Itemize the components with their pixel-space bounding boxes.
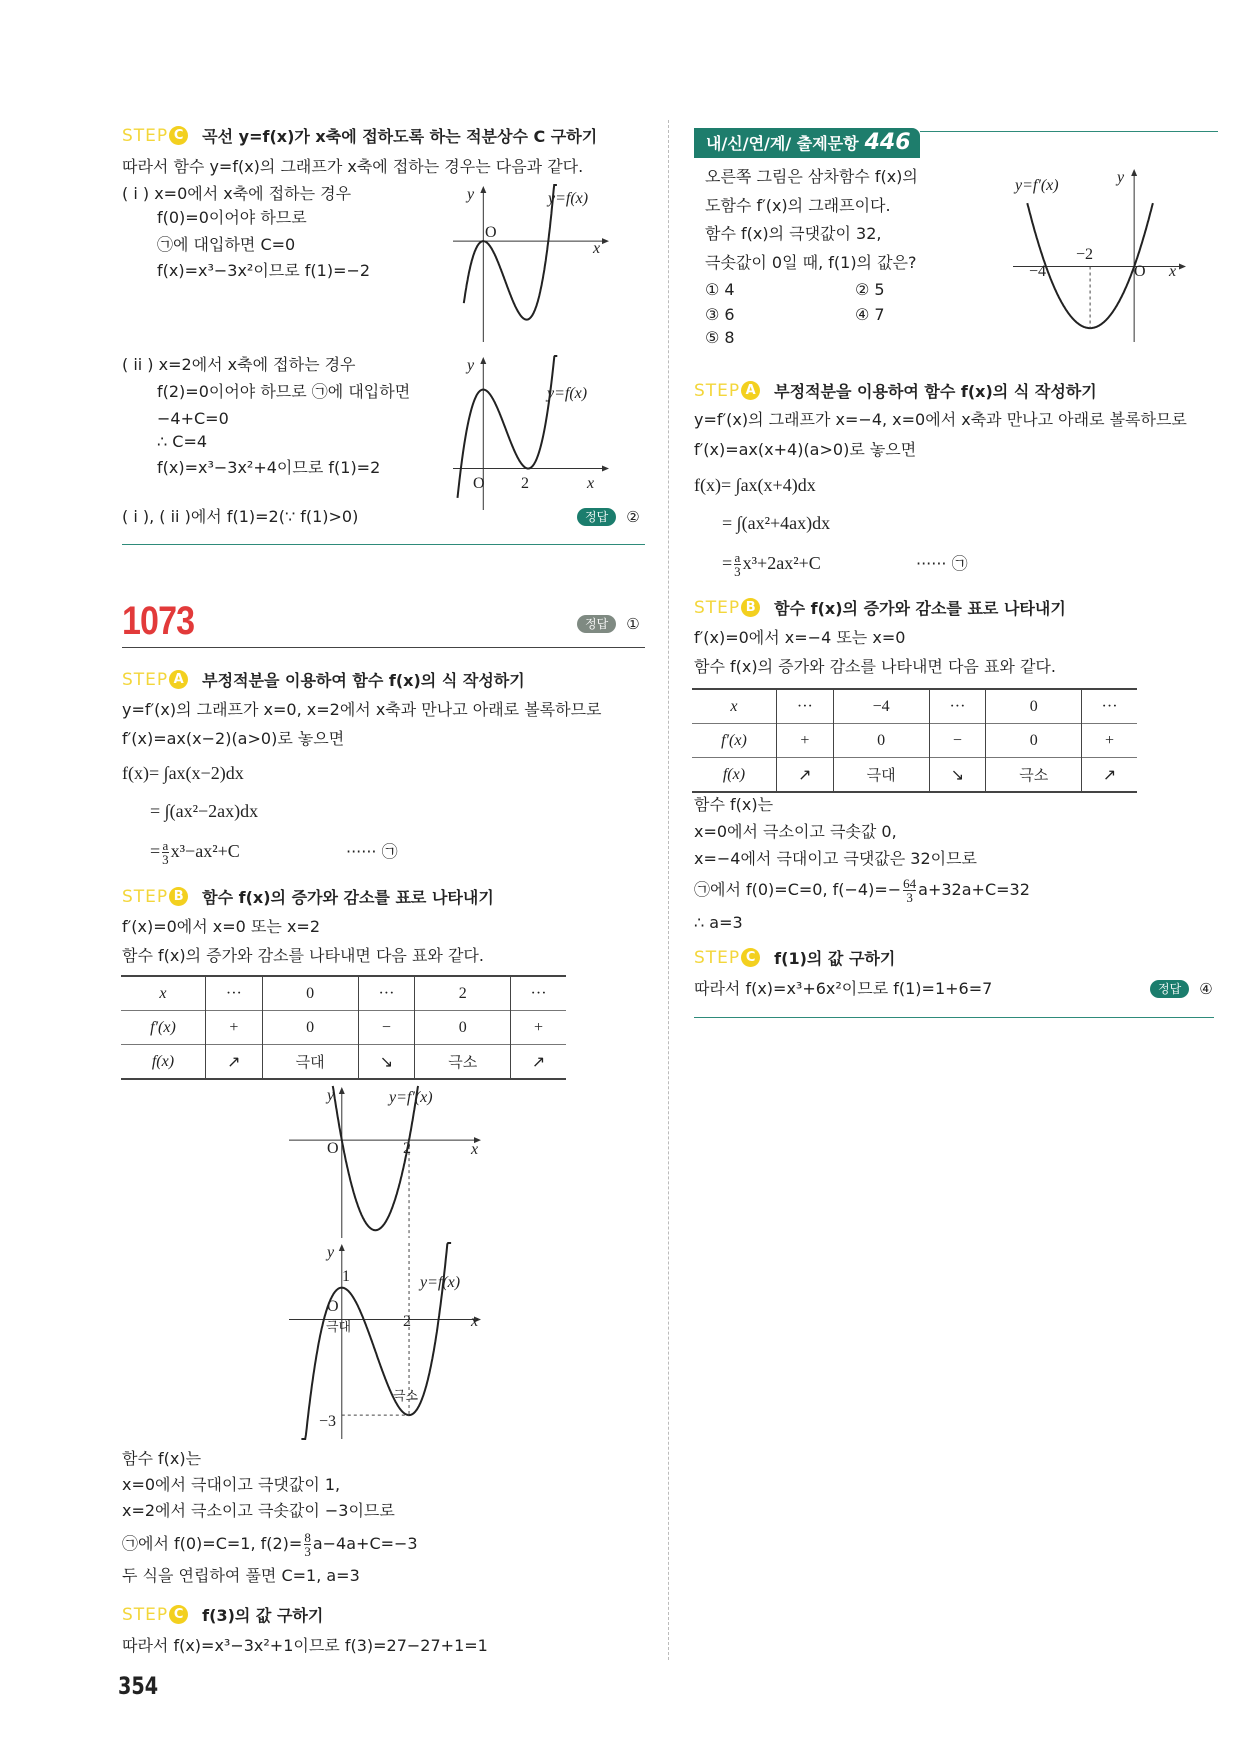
curve-label: y=f(x) [548,190,589,207]
table-row [692,724,1137,758]
step-a-line: y=f′(x)의 그래프가 x=−4, x=0에서 x축과 만나고 아래로 볼록하므로 [694,410,1187,429]
y-axis-label: y [1117,169,1125,186]
graph-case1 [453,185,610,342]
table-cell: x [121,976,205,1011]
variation-table [692,688,1137,793]
table-cell: 0 [986,724,1082,758]
case1-heading: ( i ) x=0에서 x축에 접하는 경우 [122,184,352,203]
fraction [304,1531,311,1558]
step-c-heading [122,1603,323,1626]
table-cell: f′(x) [692,724,776,758]
fraction [162,839,169,866]
therefore-line: ∴ a=3 [694,913,743,932]
table-cell: x [692,689,776,724]
table-cell: f′(x) [121,1011,205,1045]
summary-line: 함수 f(x)는 [694,795,774,814]
tick-neg4-label: −4 [1029,263,1047,280]
curve-label: y=f′(x) [1015,177,1059,194]
eq-suffix: a+32a+C=32 [918,880,1030,899]
problem-line: 오른쪽 그림은 삼차함수 f(x)의 [705,167,918,186]
conclusion-line: ( i ), ( ii )에서 f(1)=2(∵ f(1)>0) [122,507,359,526]
table-cell: ··· [929,689,986,724]
table-cell: ··· [205,976,262,1011]
eq-prefix: ㉠에서 f(0)=C=0, f(−4)=− [694,880,902,899]
numerator: 8 [304,1530,311,1545]
table-row [121,976,566,1011]
table-cell: f(x) [692,758,776,793]
eq-prefix: = [150,841,161,861]
x-axis-label: x [593,240,601,257]
eq-suffix: a−4a+C=−3 [312,1534,418,1553]
problem-line: 극솟값이 0일 때, f(1)의 값은? [705,253,917,272]
step-letter-badge: A [169,670,188,689]
step-letter-badge: C [169,126,188,145]
step-letter-badge: B [169,887,188,906]
header-label: 내/신/연/계/ 출제문항 [706,134,859,153]
step-title: 곡선 y=f(x)가 x축에 접하도록 하는 적분상수 C 구하기 [202,127,598,146]
table-cell: ↘ [358,1045,415,1080]
function-curve [333,1086,418,1230]
step-b-line: 함수 f(x)의 증가와 감소를 나타내면 다음 표와 같다. [694,657,1056,676]
table-cell: ↗ [205,1045,262,1080]
integral-result [722,546,821,580]
answer-pill: 정답 [577,615,616,633]
table-cell: 극소 [986,758,1082,793]
origin-label: O [1134,263,1146,280]
table-cell: 극대 [833,758,929,793]
choice-3[interactable]: ③ 6 [705,305,735,324]
choice-2[interactable]: ② 5 [855,280,885,299]
section-divider [122,544,645,545]
variation-table [121,975,566,1080]
summary-line: 함수 f(x)는 [122,1449,202,1468]
table-cell: + [776,724,833,758]
final-line: 따라서 f(x)=x³−3x²+1이므로 f(3)=27−27+1=1 [122,1636,488,1655]
fraction [734,551,741,578]
step-a-heading [122,668,525,691]
header-number: 446 [864,130,911,155]
table-cell: 0 [986,689,1082,724]
table-row [692,689,1137,724]
y-axis-label: y [327,1244,335,1261]
x-axis-label: x [471,1313,479,1330]
step-title: f(1)의 값 구하기 [774,949,896,968]
curve-label: y=f′(x) [389,1089,433,1106]
problem-line: 함수 f(x)의 극댓값이 32, [705,224,882,243]
table-cell: ↗ [1082,758,1137,793]
origin-label: O [485,224,497,241]
tick-2-label: 2 [521,475,529,492]
final-line: 따라서 f(x)=x³+6x²이므로 f(1)=1+6=7 [694,979,993,998]
integral-line: = ∫(ax²+4ax)dx [722,513,831,533]
table-cell: + [1082,724,1137,758]
local-min-label: 극소 [393,1389,419,1404]
table-cell: ↘ [929,758,986,793]
summary-line: x=−4에서 극대이고 극댓값은 32이므로 [694,849,978,868]
tick-neg2-label: −2 [1076,246,1094,263]
step-c-heading [694,946,895,969]
summary-line: x=2에서 극소이고 극솟값이 −3이므로 [122,1501,395,1520]
denominator: 3 [906,890,913,905]
table-cell: 극소 [415,1045,511,1080]
table-cell: − [929,724,986,758]
problem-line: 도함수 f′(x)의 그래프이다. [705,196,891,215]
graph-derivative [289,1086,482,1238]
table-row [692,758,1137,793]
table-cell: −4 [833,689,929,724]
numerator: a [162,838,169,854]
choice-1[interactable]: ① 4 [705,280,735,299]
step-word: STEP [122,125,169,146]
table-cell: ··· [511,976,566,1011]
tick-neg3-label: −3 [319,1413,337,1430]
step-title: 부정적분을 이용하여 함수 f(x)의 식 작성하기 [774,382,1097,401]
table-cell: ↗ [511,1045,566,1080]
step-c-heading [122,124,597,147]
origin-label: O [473,475,485,492]
eq-suffix: x³+2ax²+C [742,553,821,573]
answer-badge [1150,980,1213,998]
step-word: STEP [122,669,169,690]
intro-text: 따라서 함수 y=f(x)의 그래프가 x축에 접하는 경우는 다음과 같다. [122,157,584,176]
choice-5[interactable]: ⑤ 8 [705,328,735,347]
answer-value: ④ [1199,980,1213,998]
table-cell: 2 [415,976,511,1011]
table-row [121,1011,566,1045]
answer-pill: 정답 [577,508,616,526]
case2-line: −4+C=0 [157,409,229,428]
answer-pill: 정답 [1150,980,1189,998]
step-word: STEP [122,886,169,907]
case1-line: f(x)=x³−3x²이므로 f(1)=−2 [157,261,371,280]
step-letter-badge: C [741,948,760,967]
table-cell: 0 [262,976,358,1011]
x-axis-label: x [1169,263,1177,280]
numerator: a [734,550,741,566]
table-cell: 0 [833,724,929,758]
case2-line: f(2)=0이어야 하므로 ㉠에 대입하면 [157,382,411,401]
step-b-line: 함수 f(x)의 증가와 감소를 나타내면 다음 표와 같다. [122,946,484,965]
step-b-line: f′(x)=0에서 x=0 또는 x=2 [122,917,320,936]
table-cell: ··· [776,689,833,724]
table-row [121,1045,566,1080]
step-a-heading [694,379,1097,402]
case2-line: ∴ C=4 [157,432,208,451]
header-rule [920,131,1218,132]
origin-label: O [327,1140,339,1157]
table-cell: 0 [415,1011,511,1045]
step-a-line: f′(x)=ax(x+4)(a>0)로 놓으면 [694,440,917,459]
step-a-line: y=f′(x)의 그래프가 x=0, x=2에서 x축과 만나고 아래로 볼록하므로 [122,700,602,719]
step-b-line: f′(x)=0에서 x=−4 또는 x=0 [694,628,906,647]
table-cell: ··· [358,976,415,1011]
step-b-heading [694,596,1066,619]
step-title: 부정적분을 이용하여 함수 f(x)의 식 작성하기 [202,671,525,690]
problem-number: 1073 [122,599,195,643]
answer-value: ② [626,508,640,526]
related-problem-header [694,128,920,158]
step-letter-badge: C [169,1605,188,1624]
denominator: 3 [304,1544,311,1559]
table-cell: − [358,1011,415,1045]
step-letter-badge: B [741,598,760,617]
step-a-line: f′(x)=ax(x−2)(a>0)로 놓으면 [122,729,345,748]
x-axis-label: x [587,475,595,492]
problem-divider [122,647,645,648]
case2-line: f(x)=x³−3x²+4이므로 f(1)=2 [157,458,381,477]
denominator: 3 [734,564,741,580]
case2-heading: ( ii ) x=2에서 x축에 접하는 경우 [122,355,356,374]
x-axis-label: x [471,1141,479,1158]
column-divider [668,120,669,1660]
eq-suffix: x³−ax²+C [170,841,240,861]
table-cell: f(x) [121,1045,205,1080]
tick-2-label: 2 [403,1140,411,1157]
function-curve [464,185,557,320]
step-b-heading [122,885,494,908]
step-word: STEP [694,380,741,401]
numerator: 64 [903,876,917,891]
summary-line: x=0에서 극대이고 극댓값이 1, [122,1475,341,1494]
case1-line: f(0)=0이어야 하므로 [157,208,307,227]
summary-line: x=0에서 극소이고 극솟값 0, [694,822,897,841]
case1-line: ㉠에 대입하면 C=0 [157,235,296,254]
substitution-line [122,1527,418,1561]
step-title: f(3)의 값 구하기 [202,1606,324,1625]
answer-badge-1073 [577,615,640,633]
denominator: 3 [162,852,169,868]
table-cell: ··· [1082,689,1137,724]
eq-prefix: ㉠에서 f(0)=C=1, f(2)= [122,1534,303,1553]
y-axis-label: y [467,186,475,203]
step-word: STEP [122,1604,169,1625]
tick-1-label: 1 [342,1268,350,1285]
curve-label: y=f(x) [547,385,588,402]
step-title: 함수 f(x)의 증가와 감소를 표로 나타내기 [202,888,494,907]
answer-value: ① [626,615,640,633]
page-number: 354 [118,1672,159,1700]
integral-line: = ∫(ax²−2ax)dx [150,801,259,821]
table-cell: ↗ [776,758,833,793]
solve-line: 두 식을 연립하여 풀면 C=1, a=3 [122,1566,360,1585]
eq-prefix: = [722,553,733,573]
function-curve [301,1243,451,1439]
answer-badge [577,508,640,526]
equation-mark: ······ ㉠ [346,842,398,861]
graph-function [289,1243,482,1439]
substitution-line [694,873,1030,907]
step-word: STEP [694,947,741,968]
integral-result [150,834,240,868]
step-title: 함수 f(x)의 증가와 감소를 표로 나타내기 [774,599,1066,618]
y-axis-label: y [467,357,475,374]
origin-label: O [327,1298,339,1315]
step-word: STEP [694,597,741,618]
step-letter-badge: A [741,381,760,400]
y-axis-label: y [327,1087,335,1104]
graph-case2 [453,356,610,510]
table-cell: + [205,1011,262,1045]
table-cell: + [511,1011,566,1045]
choice-4[interactable]: ④ 7 [855,305,885,324]
integral-line: f(x)= ∫ax(x+4)dx [694,475,816,495]
section-divider [694,1017,1214,1018]
integral-line: f(x)= ∫ax(x−2)dx [122,763,244,783]
table-cell: 0 [262,1011,358,1045]
fraction [903,877,916,904]
local-max-label: 극대 [326,1320,352,1335]
tick-2-label: 2 [403,1313,411,1330]
table-cell: 극대 [262,1045,358,1080]
curve-label: y=f(x) [420,1274,461,1291]
graph-problem-446 [1013,168,1187,342]
equation-mark: ······ ㉠ [916,554,968,573]
